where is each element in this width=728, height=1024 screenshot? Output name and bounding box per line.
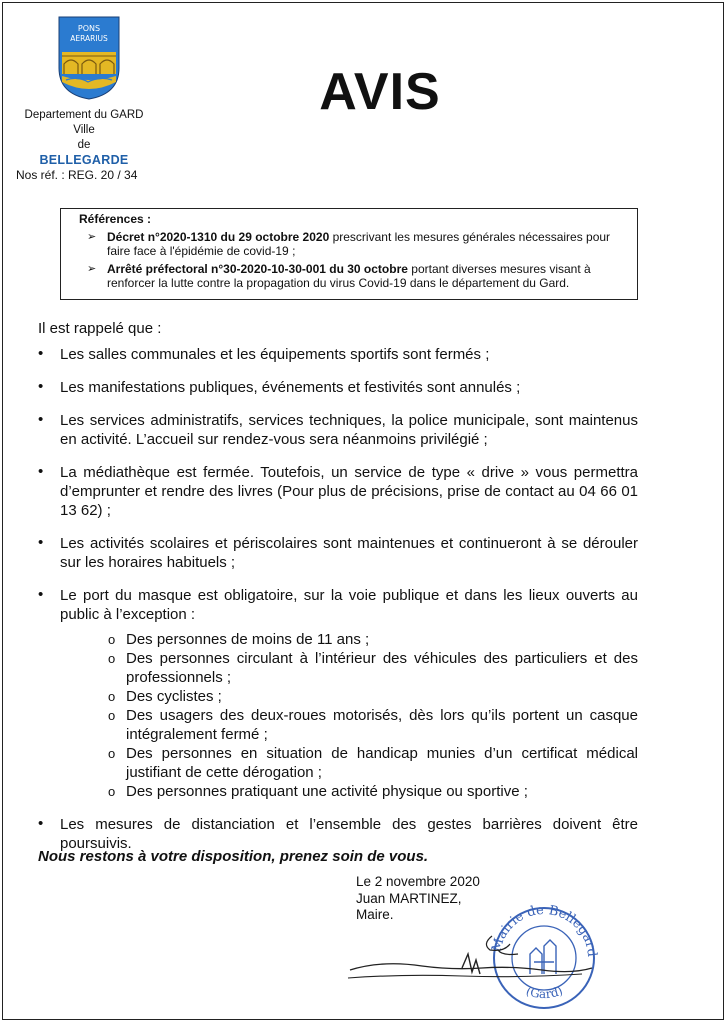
closing-message: Nous restons à votre disposition, prenez soin de vous. xyxy=(38,848,429,865)
list-item-text: La médiathèque est fermée. Toutefois, un service de type « drive » vous permettra d’emprunter et rendre des livres (Pour plus de précisions, prise de contact au 04 66 01 13 62) ; xyxy=(60,464,638,519)
list-item xyxy=(38,463,638,520)
list-item-text: Le port du masque est obligatoire, sur la voie publique et dans les lieux ouverts au public à l’exception : xyxy=(60,587,638,623)
handwritten-signature xyxy=(342,930,602,1000)
sub-list-item-text: Des cyclistes ; xyxy=(126,688,222,705)
circle-bullet-icon: o xyxy=(108,746,116,761)
crest-text-top: PONS xyxy=(77,24,101,33)
list-item-text: Les mesures de distanciation et l’ensemble des gestes barrières doivent être poursuivis. xyxy=(60,816,638,852)
sub-list-item xyxy=(108,630,638,649)
list-item xyxy=(38,411,638,449)
sub-list-item-text: Des personnes pratiquant une activité physique ou sportive ; xyxy=(126,783,528,800)
sub-list-item xyxy=(108,744,638,782)
town-crest-logo xyxy=(58,16,120,100)
list-item xyxy=(38,345,638,364)
reference-item-text: portant diverses mesures visant à renforcer la lutte contre la propagation du virus Covid-19 dans le département du Gard. xyxy=(107,261,591,290)
sub-list-item xyxy=(108,706,638,744)
svg-text:Mairie de Bellegarde: Mairie de Bellegard xyxy=(489,902,600,958)
bullet-icon: • xyxy=(38,378,44,395)
crest-text-bottom: AERARIUS xyxy=(70,34,108,43)
list-item-text: Les salles communales et les équipements sportifs sont fermés ; xyxy=(60,346,490,363)
circle-bullet-icon: o xyxy=(108,689,116,704)
intro-text: Il est rappelé que : xyxy=(38,320,162,337)
list-item-text: Les services administratifs, services techniques, la police municipale, sont maintenus en activité. L’accueil sur rendez-vous sera néanmoins privilégié ; xyxy=(60,412,638,448)
reference-item-text: prescrivant les mesures générales nécessaires pour faire face à l'épidémie de covid-19 ; xyxy=(107,229,611,258)
reference-item-bold: Arrêté préfectoral n°30-2020-10-30-001 du 30 octobre xyxy=(107,261,408,276)
bullet-icon: • xyxy=(38,463,44,480)
reference-item xyxy=(71,262,629,291)
circle-bullet-icon: o xyxy=(108,784,116,799)
sub-list-item xyxy=(108,782,638,801)
list-item xyxy=(38,534,638,572)
page-title: AVIS xyxy=(319,63,441,121)
circle-bullet-icon: o xyxy=(108,651,116,666)
sub-list-item xyxy=(108,649,638,687)
references-title: Références : xyxy=(79,212,152,226)
bullet-icon: • xyxy=(38,534,44,551)
list-item xyxy=(38,586,638,801)
sub-list-item-text: Des personnes en situation de handicap munies d’un certificat médical justifiant de cette dérogation ; xyxy=(126,745,638,781)
references-box xyxy=(60,208,638,300)
arrow-bullet-icon: ➢ xyxy=(87,230,97,243)
arrow-bullet-icon: ➢ xyxy=(87,262,97,275)
list-item xyxy=(38,378,638,397)
ville-line: Ville xyxy=(73,124,95,136)
reference-number: Nos réf. : REG. 20 / 34 xyxy=(16,168,138,182)
town-name: BELLEGARDE xyxy=(39,153,129,167)
svg-text:(Gard): (Gard) xyxy=(524,983,565,1002)
de-line: de xyxy=(77,139,91,151)
signatory-role: Maire. xyxy=(356,907,394,922)
bullet-icon: • xyxy=(38,815,44,832)
sub-list-item-text: Des usagers des deux-roues motorisés, dès lors qu’ils portent un casque intégralement fermé ; xyxy=(126,707,638,743)
signature-block xyxy=(356,874,480,924)
department-line: Departement du GARD xyxy=(24,109,144,121)
bullet-icon: • xyxy=(38,411,44,428)
sub-list-item-text: Des personnes circulant à l’intérieur des véhicules des particuliers et des professionnels ; xyxy=(126,650,638,686)
sub-list-item xyxy=(108,687,638,706)
list-item-text: Les manifestations publiques, événements et festivités sont annulés ; xyxy=(60,379,521,396)
circle-bullet-icon: o xyxy=(108,708,116,723)
signatory-name: Juan MARTINEZ, xyxy=(356,890,462,906)
circle-bullet-icon: o xyxy=(108,632,116,647)
list-item-text: Les activités scolaires et périscolaires sont maintenues et continueront à se dérouler sur les horaires habituels ; xyxy=(60,535,638,571)
mask-exceptions-list xyxy=(108,630,638,801)
sub-list-item-text: Des personnes de moins de 11 ans ; xyxy=(126,631,370,648)
sign-date: Le 2 novembre 2020 xyxy=(356,874,480,889)
reference-item xyxy=(71,230,629,259)
bullet-icon: • xyxy=(38,586,44,603)
measures-list xyxy=(38,345,638,867)
bullet-icon: • xyxy=(38,345,44,362)
reference-item-bold: Décret n°2020-1310 du 29 octobre 2020 xyxy=(107,229,330,244)
issuer-block xyxy=(10,108,158,168)
